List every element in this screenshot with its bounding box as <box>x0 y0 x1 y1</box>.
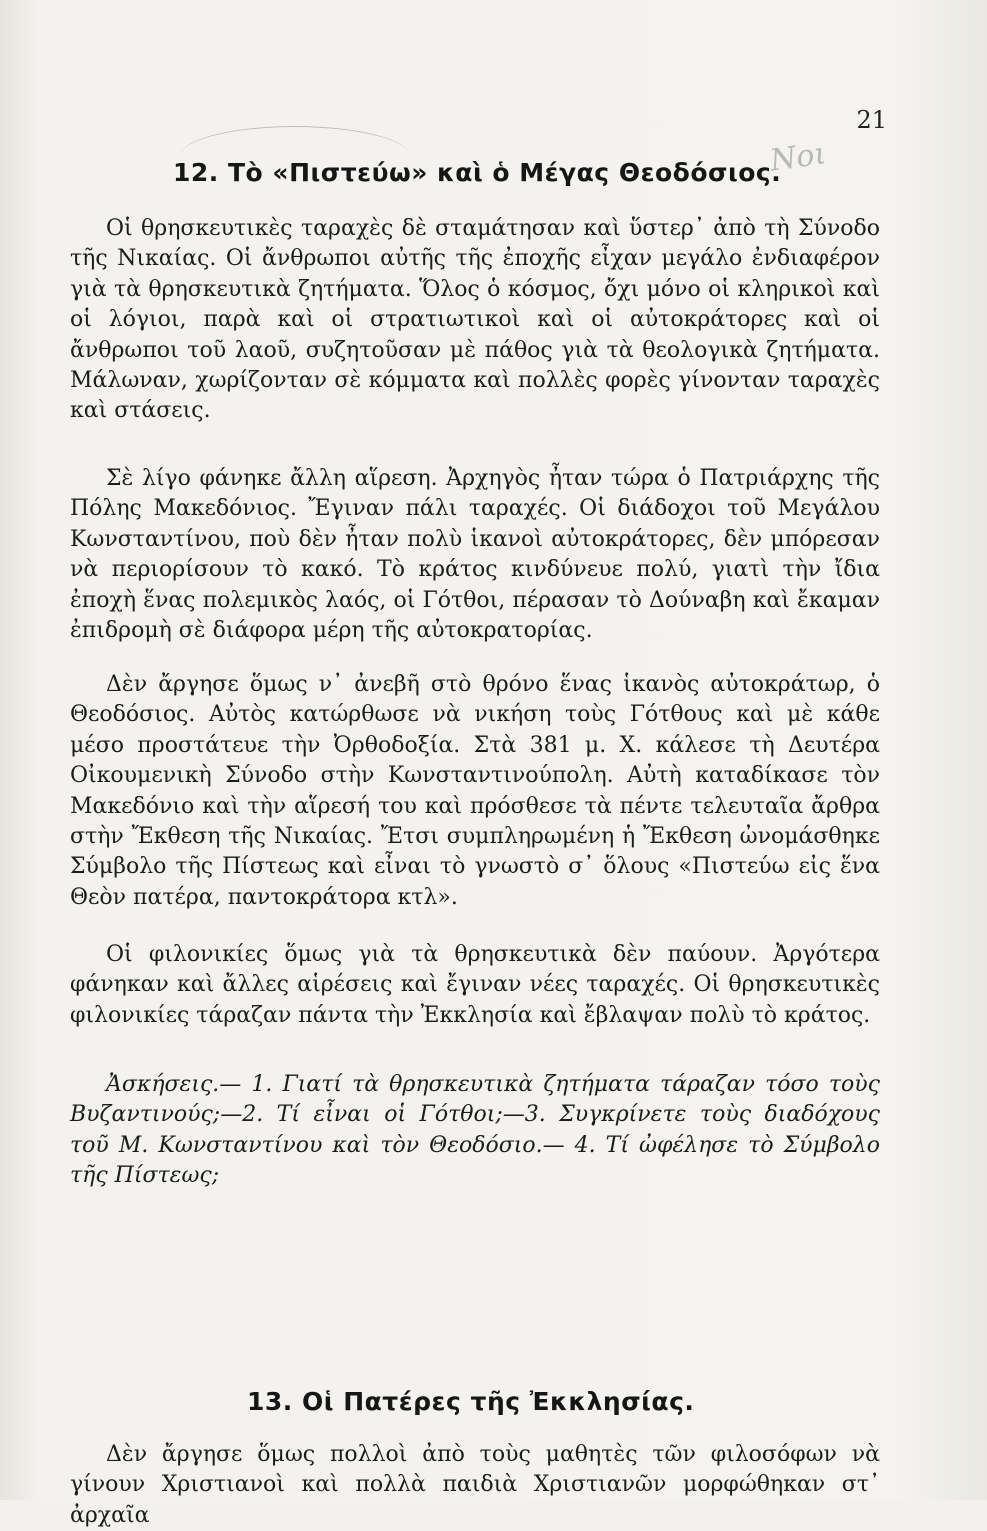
section-12-paragraph-3 <box>70 670 880 913</box>
exercises-block <box>70 1070 880 1192</box>
section-12-paragraph-4 <box>70 940 880 1031</box>
paragraph-text: Δὲν ἄργησε ὅμως ν᾽ ἀνεβῆ στὸ θρόνο ἕνας ἱκανὸς αὐτοκράτωρ, ὁ Θεοδόσιος. Αὐτὸς κατώρθωσε νὰ νικήση τοὺς Γότθους καὶ μὲ κάθε μέσο προστάτευε τὴν Ὀρθοδοξία. Στὰ 381 μ. Χ. κάλεσε τὴ Δευτέρα Οἰκουμενικὴ Σύνοδο στὴν Κωνσταντινούπολη. Αὐτὴ καταδίκασε τὸν Μακεδόνιο καὶ τὴν αἵρεσή του καὶ πρόσθεσε τὰ πέντε τελευταῖα ἄρθρα στὴν Ἔκθεση τῆς Νικαίας. Ἔτσι συμπληρωμένη ἡ Ἔκθεση ὠνομάσθηκε Σύμβολο τῆς Πίστεως καὶ εἶναι τὸ γνωστὸ σ᾽ ὅλους «Πιστεύω εἰς ἕνα Θεὸν πατέρα, παντοκράτορα κτλ». <box>70 672 880 910</box>
section-12-paragraph-1 <box>70 214 880 427</box>
section-12-paragraph-2 <box>70 464 880 646</box>
section-12-heading: 12. Τὸ «Πιστεύω» καὶ ὁ Μέγας Θεοδόσιος. <box>173 158 782 187</box>
paragraph-text: Οἱ φιλονικίες ὅμως γιὰ τὰ θρησκευτικὰ δὲν παύουν. Ἀργότερα φάνηκαν καὶ ἄλλες αἱρέσεις καὶ ἔγιναν νέες ταραχές. Οἱ θρησκευτικὲς φιλονικίες τάραζαν πάντα τὴν Ἐκκλησία καὶ ἔβλαψαν πολὺ τὸ κράτος. <box>70 942 880 1028</box>
pencil-annotation: Νοι <box>767 136 829 179</box>
section-13-heading: 13. Οἱ Πατέρες τῆς Ἐκκλησίας. <box>247 1387 695 1416</box>
section-13-paragraph-1 <box>70 1440 880 1531</box>
exercises-text: Ἀσκήσεις.— 1. Γιατί τὰ θρησκευτικὰ ζητήματα τάραζαν τόσο τοὺς Βυζαντινούς;—2. Τί εἶναι οἱ Γότθοι;—3. Συγκρίνετε τοὺς διαδόχους τοῦ Μ. Κωνσταντίνου καὶ τὸν Θεοδόσιο.— 4. Τί ὠφέλησε τὸ Σύμβολο τῆς Πίστεως; <box>70 1072 880 1189</box>
paragraph-text: Σὲ λίγο φάνηκε ἄλλη αἵρεση. Ἀρχηγὸς ἦταν τώρα ὁ Πατριάρχης τῆς Πόλης Μακεδόνιος. Ἔγιναν πάλι ταραχές. Οἱ διάδοχοι τοῦ Μεγάλου Κωνσταντίνου, ποὺ δὲν ἦταν πολὺ ἱκανοὶ αὐτοκράτορες, δὲν μπόρεσαν νὰ περιορίσουν τὸ κακό. Τὸ κράτος κινδύνευε πολύ, γιατὶ τὴν ἴδια ἐποχὴ ἕνας πολεμικὸς λαός, οἱ Γότθοι, πέρασαν τὸ Δούναβη καὶ ἔκαμαν ἐπιδρομὴ σὲ διάφορα μέρη τῆς αὐτοκρατορίας. <box>70 466 880 644</box>
page-number: 21 <box>856 106 887 134</box>
paragraph-text: Οἱ θρησκευτικὲς ταραχὲς δὲ σταμάτησαν καὶ ὕστερ᾽ ἀπὸ τὴ Σύνοδο τῆς Νικαίας. Οἱ ἄνθρωποι αὐτῆς τῆς ἐποχῆς εἶχαν μεγάλο ἐνδιαφέρον γιὰ τὰ θρησκευτικὰ ζητήματα. Ὅλος ὁ κόσμος, ὄχι μόνο οἱ κληρικοὶ καὶ οἱ λόγιοι, παρὰ καὶ οἱ στρατιωτικοὶ καὶ οἱ αὐτοκράτορες καὶ οἱ ἄνθρωποι τοῦ λαοῦ, συζητοῦσαν μὲ πάθος γιὰ τὰ θεολογικὰ ζητήματα. Μάλωναν, χωρίζονταν σὲ κόμματα καὶ πολλὲς φορὲς γίνονταν ταραχὲς καὶ στάσεις. <box>70 216 880 424</box>
paragraph-text: Δὲν ἄργησε ὅμως πολλοὶ ἀπὸ τοὺς μαθητὲς τῶν φιλοσόφων νὰ γίνουν Χριστιανοὶ καὶ πολλὰ παιδιὰ Χριστιανῶν μορφώθηκαν στ᾽ ἀρχαῖα <box>70 1442 880 1528</box>
